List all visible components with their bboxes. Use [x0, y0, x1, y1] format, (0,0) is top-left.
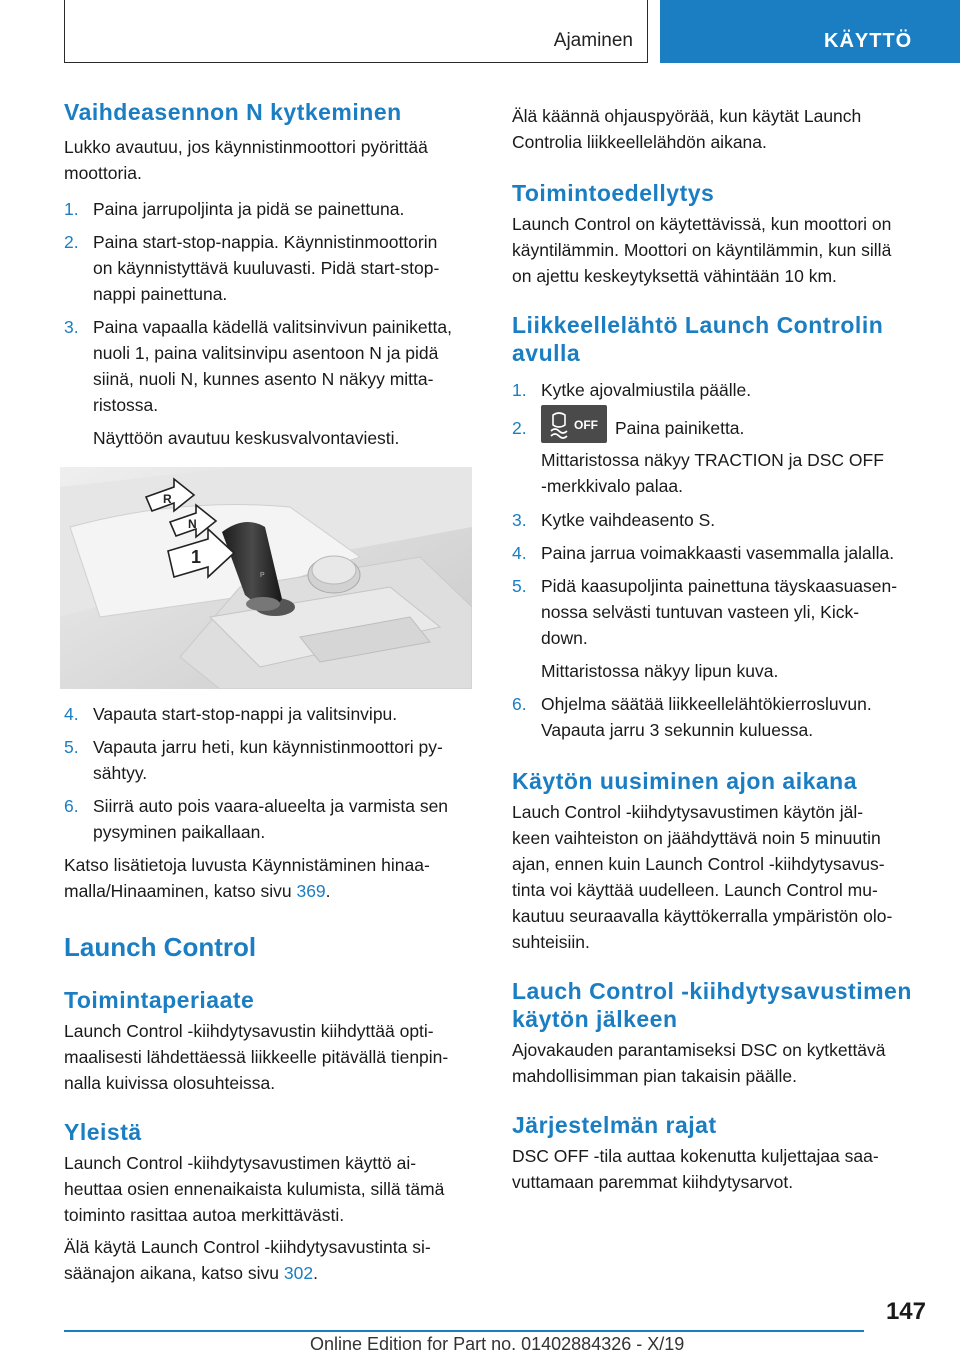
step-text: Paina jarrupoljinta ja pidä se painettuna. [93, 199, 405, 219]
paragraph-line: toiminto rasittaa autoa merkittävästi. [64, 1205, 345, 1225]
paragraph-line: maalisesti lähdettäessä liikkeelle pitävällä tienpin- [64, 1047, 449, 1067]
step-text-line: Pidä kaasupoljinta painettuna täyskaasuasen- [541, 576, 898, 597]
arrow-label-r: R [163, 492, 172, 506]
step-number: 2. [64, 232, 79, 252]
heading-launch-control: Launch Control [64, 932, 257, 962]
list-item [512, 691, 930, 743]
step-number: 1. [64, 199, 79, 219]
paragraph-line: säänajon aikana, katso sivu [64, 1263, 284, 1283]
step-text-line: down. [541, 628, 588, 649]
step-number: 4. [64, 704, 79, 724]
footer-divider [64, 1330, 864, 1332]
heading-launch-start [512, 311, 930, 367]
step-text-line: nuoli 1, paina valitsinvipu asentoon N ja pidä [93, 343, 439, 363]
step-note [512, 447, 930, 499]
paragraph-line: suhteisiin. [512, 932, 590, 953]
arrow-label-1: 1 [191, 547, 202, 567]
footer-edition: Online Edition for Part no. 01402884326 - X/19 [310, 1334, 685, 1354]
paragraph-line: ajan, ennen kuin Launch Control -kiihdytysavus- [512, 854, 885, 875]
step-number: 5. [512, 576, 527, 597]
paragraph-line: heuttaa osien ennenaikaista kulumista, sillä tämä [64, 1179, 445, 1199]
heading-repeat-use: Käytön uusiminen ajon aikana [512, 768, 858, 795]
paragraph-general [64, 1150, 476, 1228]
paragraph-line: mahdollisimman pian takaisin päälle. [512, 1066, 798, 1087]
paragraph-line: keen vaihteiston on jäähdyttävä noin 5 minuutin [512, 828, 881, 849]
step-text-line: ristossa. [93, 395, 159, 415]
page-link-302[interactable]: 302 [283, 1263, 314, 1283]
list-item [64, 734, 476, 786]
step-text-line: Siirrä auto pois vaara-alueelta ja varmista sen [93, 796, 449, 816]
list-item [512, 377, 930, 403]
paragraph-requirements [512, 211, 930, 289]
step-text: Paina painiketta. [615, 418, 745, 438]
paragraph-line: käyntilämmin. Moottori on käyntilämmin, kun sillä [512, 240, 892, 260]
list-item [64, 229, 476, 307]
section-title: Ajaminen [553, 30, 633, 51]
step-text: Kytke ajovalmiustila päälle. [541, 380, 752, 400]
step-number: 3. [512, 510, 527, 531]
paragraph-line: kautuu seuraavalla käyttökerralla ympäristön olo- [512, 906, 893, 927]
heading-general: Yleistä [64, 1119, 142, 1145]
step-number: 4. [512, 543, 527, 564]
heading-line: Liikkeellelähtö Launch Controlin [512, 312, 884, 338]
paragraph-intro [512, 103, 930, 155]
heading-limits: Järjestelmän rajat [512, 1112, 717, 1139]
step-text-line: Vapauta jarru heti, kun käynnistinmoottori py- [93, 737, 443, 757]
step-text-line: siinä, nuoli N, kunnes asento N näkyy mitta- [93, 369, 434, 389]
paragraph-line: Launch Control -kiihdytysavustin kiihdyttää opti- [64, 1021, 434, 1041]
paragraph-line: tinta voi käyttää uudelleen. Launch Control mu- [512, 880, 878, 901]
step-text-line: sähtyy. [93, 763, 148, 783]
note-line: -merkkivalo palaa. [541, 476, 683, 497]
step-text-line: Vapauta jarru 3 sekunnin kuluessa. [541, 720, 814, 741]
step-text-line: pysyminen paikallaan. [93, 822, 266, 842]
header-frame [64, 0, 648, 63]
list-item [512, 540, 930, 566]
paragraph-line: nalla kuivissa olosuhteissa. [64, 1073, 276, 1093]
paragraph-line: vuttamaan paremmat kiihdytysarvot. [512, 1172, 794, 1193]
dsc-icon-text: OFF [574, 418, 598, 433]
more-info-end: . [325, 881, 331, 901]
gear-selector-illustration [60, 467, 472, 689]
step-text-line: Paina start-stop-nappia. Käynnistinmoottorin [93, 232, 438, 252]
dsc-off-button-icon[interactable] [541, 405, 607, 443]
step-text-line: nossa selvästi tuntuvan vasteen yli, Kick- [541, 602, 860, 623]
paragraph-line: Ajovakauden parantamiseksi DSC on kytkettävä [512, 1040, 886, 1061]
arrow-label-n: N [188, 517, 197, 531]
paragraph-end: . [313, 1263, 318, 1283]
gear-selector-image [60, 467, 472, 689]
step-number: 1. [512, 380, 527, 400]
list-item [512, 415, 930, 443]
steps-list-b [64, 701, 476, 845]
list-item [64, 314, 476, 418]
heading-principle: Toimintaperiaate [64, 987, 255, 1013]
heading-neutral: Vaihdeasennon N kytkeminen [64, 99, 402, 125]
step-number: 3. [64, 317, 79, 337]
paragraph-line: Launch Control on käytettävissä, kun moottori on [512, 214, 892, 234]
step-number: 6. [512, 694, 527, 715]
steps-list-c [512, 377, 930, 743]
paragraph-general-2 [64, 1234, 476, 1286]
more-info-line: Katso lisätietoja luvusta Käynnistäminen hinaa- [64, 855, 430, 875]
step-note: Näyttöön avautuu keskusvalvontaviesti. [93, 428, 400, 448]
step-text: Kytke vaihdeasento S. [541, 510, 716, 531]
step-text-line: nappi painettuna. [93, 284, 228, 304]
paragraph-line: DSC OFF -tila auttaa kokenutta kuljettajaa saa- [512, 1146, 879, 1167]
left-column [64, 98, 476, 1286]
page-number: 147 [885, 1298, 926, 1325]
step-text-line: Paina vapaalla kädellä valitsinvivun painiketta, [93, 317, 452, 337]
list-item [512, 507, 930, 533]
paragraph-repeat-use [512, 799, 930, 955]
steps-list-a [64, 196, 476, 451]
paragraph-line: Controlia liikkeellelähdön aikana. [512, 132, 767, 152]
list-item [64, 196, 476, 222]
step-number: 2. [512, 418, 527, 438]
heading-line: Lauch Control -kiihdytysavustimen [512, 978, 912, 1005]
step-text-line: Ohjelma säätää liikkeellelähtökierrosluvun. [541, 694, 872, 715]
more-info-paragraph [64, 852, 476, 904]
paragraph-line: Lauch Control -kiihdytysavustimen käytön jäl- [512, 802, 864, 823]
list-item [64, 701, 476, 727]
paragraph-principle [64, 1018, 476, 1096]
right-column [512, 98, 930, 1195]
step-text: Paina jarrua voimakkaasti vasemmalla jalalla. [541, 543, 895, 564]
note-line: Mittaristossa näkyy TRACTION ja DSC OFF [541, 450, 884, 471]
more-info-line: malla/Hinaaminen, katso sivu [64, 881, 297, 901]
paragraph-line: Älä käännä ohjauspyörää, kun käytät Launch [512, 106, 862, 126]
paragraph-line: Launch Control -kiihdytysavustimen käyttö ai- [64, 1153, 417, 1173]
heading-line: avulla [512, 340, 581, 366]
step-text: Vapauta start-stop-nappi ja valitsinvipu. [93, 704, 398, 724]
dsc-off-symbol [541, 405, 607, 443]
chapter-tab[interactable]: KÄYTTÖ [660, 0, 960, 63]
lever-label-p: P [260, 572, 265, 579]
paragraph-line: Älä käytä Launch Control -kiihdytysavustinta si- [64, 1237, 431, 1257]
step-number: 6. [64, 796, 79, 816]
step-text-line: on käynnistyttävä kuuluvasti. Pidä start-stop- [93, 258, 440, 278]
step-note: Mittaristossa näkyy lipun kuva. [541, 661, 779, 682]
page-link-369[interactable]: 369 [296, 881, 326, 901]
paragraph-line: on ajettu keskeytyksettä vähintään 10 km. [512, 266, 837, 286]
paragraph-neutral: Lukko avautuu, jos käynnistinmoottori pyörittää moottoria. [64, 137, 428, 183]
step-number: 5. [64, 737, 79, 757]
heading-after-use [512, 977, 930, 1033]
heading-line: käytön jälkeen [512, 1006, 678, 1033]
heading-requirements: Toimintoedellytys [512, 180, 715, 206]
list-item [64, 793, 476, 845]
list-item [512, 573, 930, 651]
paragraph-after-use [512, 1037, 930, 1089]
paragraph-limits [512, 1143, 930, 1195]
